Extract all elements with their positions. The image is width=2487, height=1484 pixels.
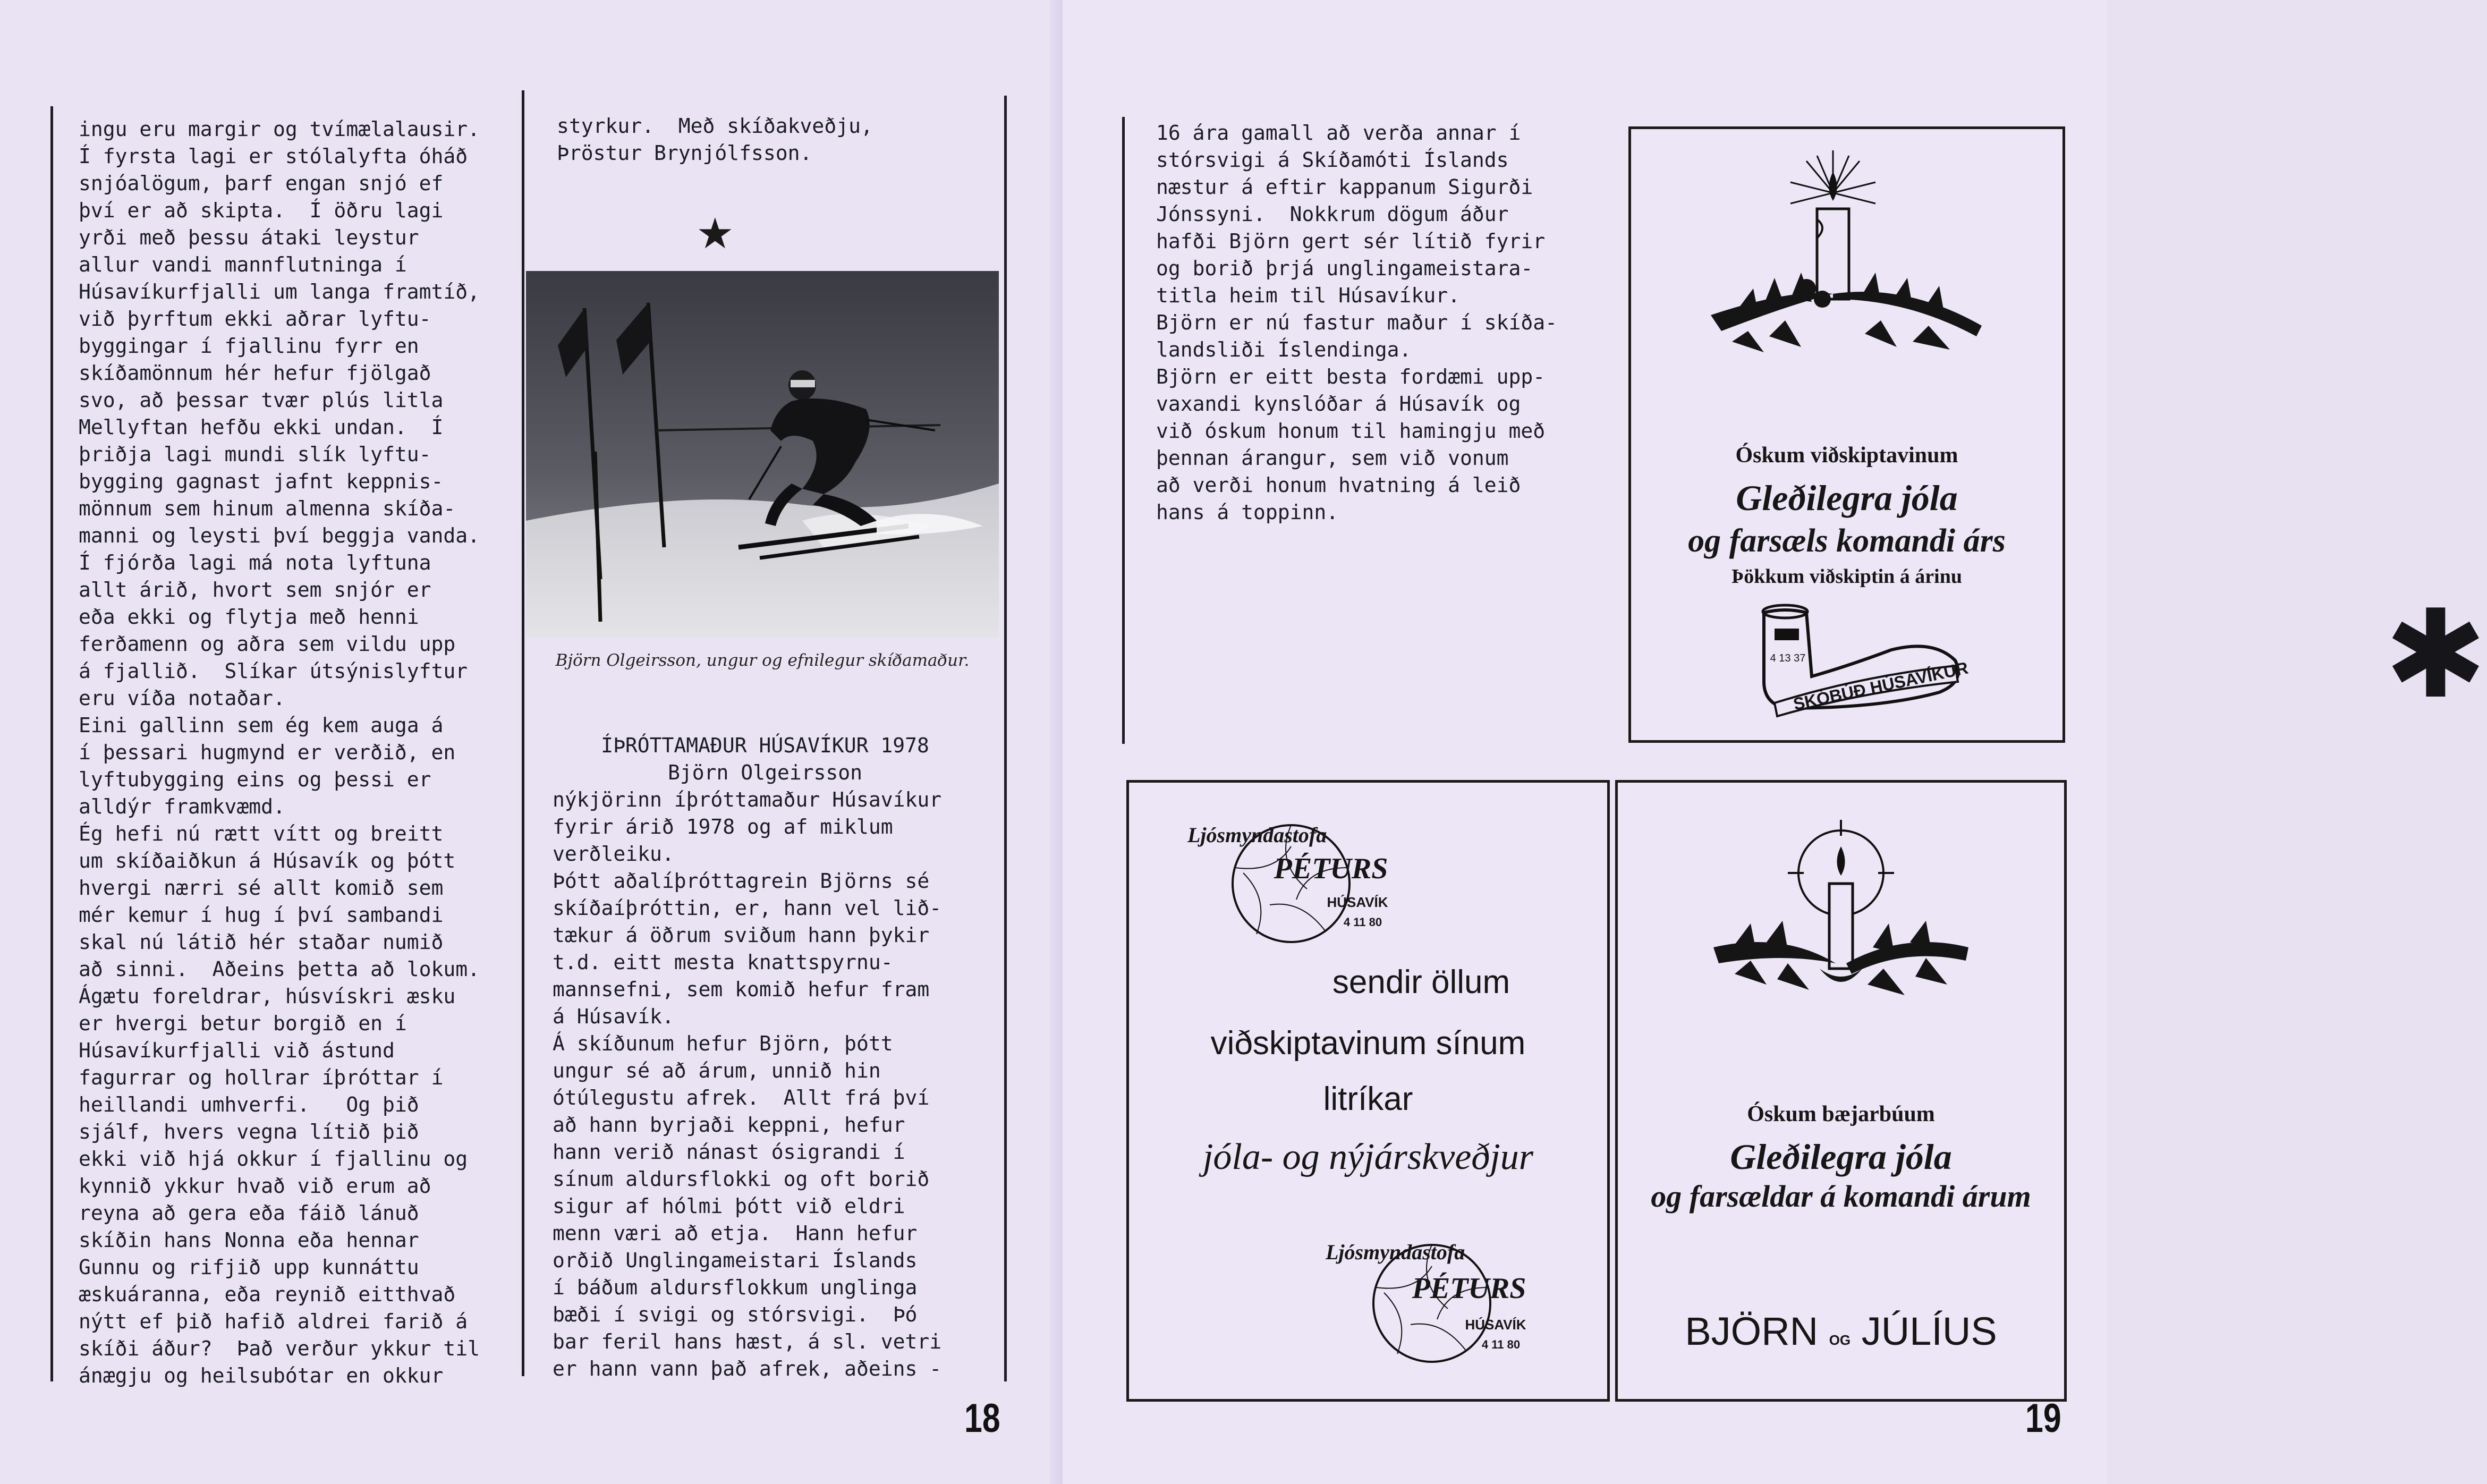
text-line: skal nú látið hér staðar numið [79,930,444,954]
text-line: eru víða notaðar. [79,686,285,710]
text-line: bygging gagnast jafnt keppnis- [79,470,444,493]
shoe-ad-line1: Óskum viðskiptavinum [1735,443,1958,468]
page-number-left: 18 [964,1396,1000,1441]
ad-shoe-store [1628,126,2065,743]
studio-logo-city-2: HÚSAVÍK [1465,1317,1526,1333]
bj-name-og: OG [1829,1332,1851,1348]
text-line: Jónssyni. Nokkrum dögum áður [1156,202,1509,226]
studio-ad-line4: jóla- og nýjárskveðjur [1202,1137,1534,1177]
text-line: 16 ára gamall að verða annar í [1156,121,1521,145]
text-line: Eini gallinn sem ég kem auga á [79,714,444,737]
text-line: Björn er nú fastur maður í skíða- [1156,311,1557,334]
left-page [0,0,1063,1484]
text-line: stórsvigi á Skíðamóti Íslands [1156,148,1509,172]
page-number-right: 19 [2025,1396,2061,1441]
bj-name-right: JÚLÍUS [1861,1309,1997,1353]
text-line: við óskum honum til hamingju með [1156,419,1546,443]
text-line: skíðamönnum hér hefur fjölgað [79,361,431,385]
text-line: alldýr framkvæmd. [79,795,285,818]
text-line: um skíðaiðkun á Húsavík og þótt [79,849,456,872]
flower-ornament-icon: ✱ [2384,584,2487,726]
text-line: sjálf, hvers vegna lítið þið [79,1120,419,1143]
photo-caption: Björn Olgeirsson, ungur og efnilegur skíðamaður. [555,651,970,670]
studio-logo-city: HÚSAVÍK [1327,894,1388,910]
studio-ad-line2: viðskiptavinum sínum [1210,1025,1526,1062]
text-line: þennan árangur, sem við vonum [1156,446,1509,470]
text-line: Á skíðunum hefur Björn, þótt [553,1032,893,1055]
skier-photo [526,271,999,638]
text-line: svo, að þessar tvær plús litla [79,388,444,412]
text-line: heillandi umhverfi. Og þið [79,1093,419,1116]
text-line: Gunnu og rifjið upp kunnáttu [79,1256,419,1279]
studio-logo-phone-2: 4 11 80 [1481,1338,1521,1351]
text-line: allt árið, hvort sem snjór er [79,578,431,601]
text-line: Húsavíkurfjalli við ástund [79,1039,395,1062]
candle-branch-icon [1703,815,1979,1027]
text-line: nýkjörinn íþróttamaður Húsavíkur [553,788,942,811]
text-line: að verði honum hvatning á leið [1156,473,1521,497]
text-line: sigur af hólmi þótt við eldri [553,1194,905,1218]
text-line: allur vandi mannflutninga í [79,253,407,276]
shoe-logo-text: SKÓBÚÐ HÚSAVÍKUR [1792,658,1970,714]
bj-name-left: BJÖRN [1685,1309,1819,1353]
article-continued-column [1156,120,1557,526]
text-line: fagurrar og hollrar íþróttar í [79,1066,444,1089]
text-line: ótúlegustu afrek. Allt frá því [553,1086,930,1109]
text-line: er hvergi betur borgið en í [79,1012,407,1035]
column-rule-middle [522,90,524,1376]
text-line: ingu eru margir og tvímælalausir. [79,117,480,141]
article-column-2 [553,786,941,1383]
text-line: hann verið nánast ósigrandi í [553,1140,905,1164]
studio-logo-name: PÉTURS [1274,852,1388,885]
skier-photo-image [526,271,999,638]
text-line: Húsavíkurfjalli um langa framtíð, [79,280,480,303]
text-line: mér kemur í hug í því sambandi [79,903,444,927]
star-icon: ★ [696,209,734,258]
text-line: hans á toppinn. [1156,501,1339,524]
text-line: titla heim til Húsavíkur. [1156,284,1460,307]
text-line: Ágætu foreldrar, húsvískri æsku [79,985,456,1008]
column-2-signoff [557,113,873,167]
text-line: Mellyftan hefðu ekki undan. Í [79,415,444,439]
text-line: Björn er eitt besta fordæmi upp- [1156,365,1546,388]
text-line: fyrir árið 1978 og af miklum [553,815,893,838]
bj-ad-line1: Óskum bæjarbúum [1747,1102,1935,1126]
text-line: er hann vann það afrek, aðeins - [553,1357,942,1380]
text-line: skíði áður? Það verður ykkur til [79,1337,480,1360]
text-line: orðið Unglingameistari Íslands [553,1249,918,1272]
text-line: verðleiku. [553,842,674,866]
column-rule-right-page [1122,117,1125,744]
text-line: Í fjórða lagi má nota lyftuna [79,551,431,574]
text-line: ferðamenn og aðra sem vildu upp [79,632,456,656]
column-rule-right [1004,96,1007,1381]
shoe-ad-line3: og farsæls komandi árs [1688,523,2006,559]
text-line: Í fyrsta lagi er stólalyfta óháð [79,145,468,168]
text-line: Ég hefi nú rætt vítt og breitt [79,822,444,845]
text-line: byggingar í fjallinu fyrr en [79,334,419,358]
text-line: lyftubygging eins og þessi er [79,768,431,791]
candle-pine-icon [1631,140,2062,427]
bj-ad-names [1618,1309,2064,1354]
right-page [1063,0,2487,1484]
text-line: menn væri að etja. Hann hefur [553,1222,918,1245]
shoe-ad-line4: Þökkum viðskiptin á árinu [1731,565,1962,588]
text-line: manni og leysti því beggja vanda. [79,524,480,547]
bj-ad-line3: og farsældar á komandi árum [1651,1179,2031,1214]
studio-logo-phone: 4 11 80 [1343,915,1382,929]
article-column-1 [79,116,480,1389]
text-line: á fjallið. Slíkar útsýnislyftur [79,659,468,683]
text-line: bæði í svigi og stórsvigi. Þó [553,1303,918,1326]
ad-bjorn-julius [1615,780,2067,1402]
text-line: t.d. eitt mesta knattspyrnu- [553,951,893,974]
ad-photo-studio [1126,780,1610,1402]
text-line: sínum aldursflokki og oft borið [553,1167,930,1191]
text-line: ánægju og heilsubótar en okkur [79,1364,444,1387]
shoe-ad-line2: Gleðilegra jóla [1736,478,1958,518]
text-line: hvergi nærri sé allt komið sem [79,876,444,900]
studio-logo-top: Ljósmyndastofa [1187,823,1327,847]
text-line: næstur á eftir kappanum Sigurði [1156,175,1533,199]
text-line: snjóalögum, þarf engan snjó ef [79,172,444,195]
text-line: að hann byrjaði keppni, hefur [553,1113,905,1137]
column-rule-left [50,106,53,1381]
text-line: skíðin hans Nonna eða hennar [79,1228,419,1252]
text-line: ungur sé að árum, unnið hin [553,1059,881,1082]
text-line: vaxandi kynslóðar á Húsavík og [1156,392,1521,415]
text-line: reyna að gera eða fáið lánuð [79,1201,419,1225]
text-line: mönnum sem hinum almenna skíða- [79,497,456,520]
bj-ad-line2: Gleðilegra jóla [1730,1137,1952,1177]
studio-ad-line3: litríkar [1323,1081,1413,1117]
text-line: tækur á öðrum sviðum hann þykir [553,923,930,947]
text-line: í báðum aldursflokkum unglinga [553,1276,918,1299]
article-subtitle: Björn Olgeirsson [667,761,863,784]
text-line: kynnið ykkur hvað við erum að [79,1174,431,1198]
text-line: eða ekki og flytja með henni [79,605,419,629]
text-line: nýtt ef þið hafið aldrei farið á [79,1310,468,1333]
text-line: landsliði Íslendinga. [1156,338,1412,361]
text-line: mannsefni, sem komið hefur fram [553,978,930,1001]
text-line: í þessari hugmynd er verðið, en [79,741,456,764]
text-line: æskuáranna, eða reynið eitthvað [79,1283,456,1306]
text-line: ekki við hjá okkur í fjallinu og [79,1147,468,1171]
text-line: við þyrftum ekki aðrar lyftu- [79,307,431,330]
text-line: Þótt aðalíþróttagrein Björns sé [553,869,930,893]
text-line: bar feril hans hæst, á sl. vetri [553,1330,942,1353]
text-line: skíðaíþróttin, er, hann vel lið- [553,896,942,920]
shoe-logo-phone: 4 13 37 [1770,652,1806,664]
text-line: því er að skipta. Í öðru lagi [79,199,444,222]
text-line: hafði Björn gert sér lítið fyrir [1156,230,1546,253]
text-line: styrkur. Með skíðakveðju, [557,114,873,138]
text-line: á Húsavík. [553,1005,674,1028]
text-line: yrði með þessu átaki leystur [79,226,419,249]
studio-logo-top-2: Ljósmyndastofa [1326,1240,1465,1264]
text-line: og borið þrjá unglingameistara- [1156,257,1533,280]
article-title: ÍÞRÓTTAMAÐUR HÚSAVÍKUR 1978 [601,734,929,757]
text-line: þriðja lagi mundi slík lyftu- [79,443,431,466]
text-line: Þröstur Brynjólfsson. [557,141,812,165]
studio-logo-name-2: PÉTURS [1412,1272,1526,1305]
text-line: að sinni. Aðeins þetta að lokum. [79,957,480,981]
studio-ad-line1: sendir öllum [1332,964,1510,1000]
